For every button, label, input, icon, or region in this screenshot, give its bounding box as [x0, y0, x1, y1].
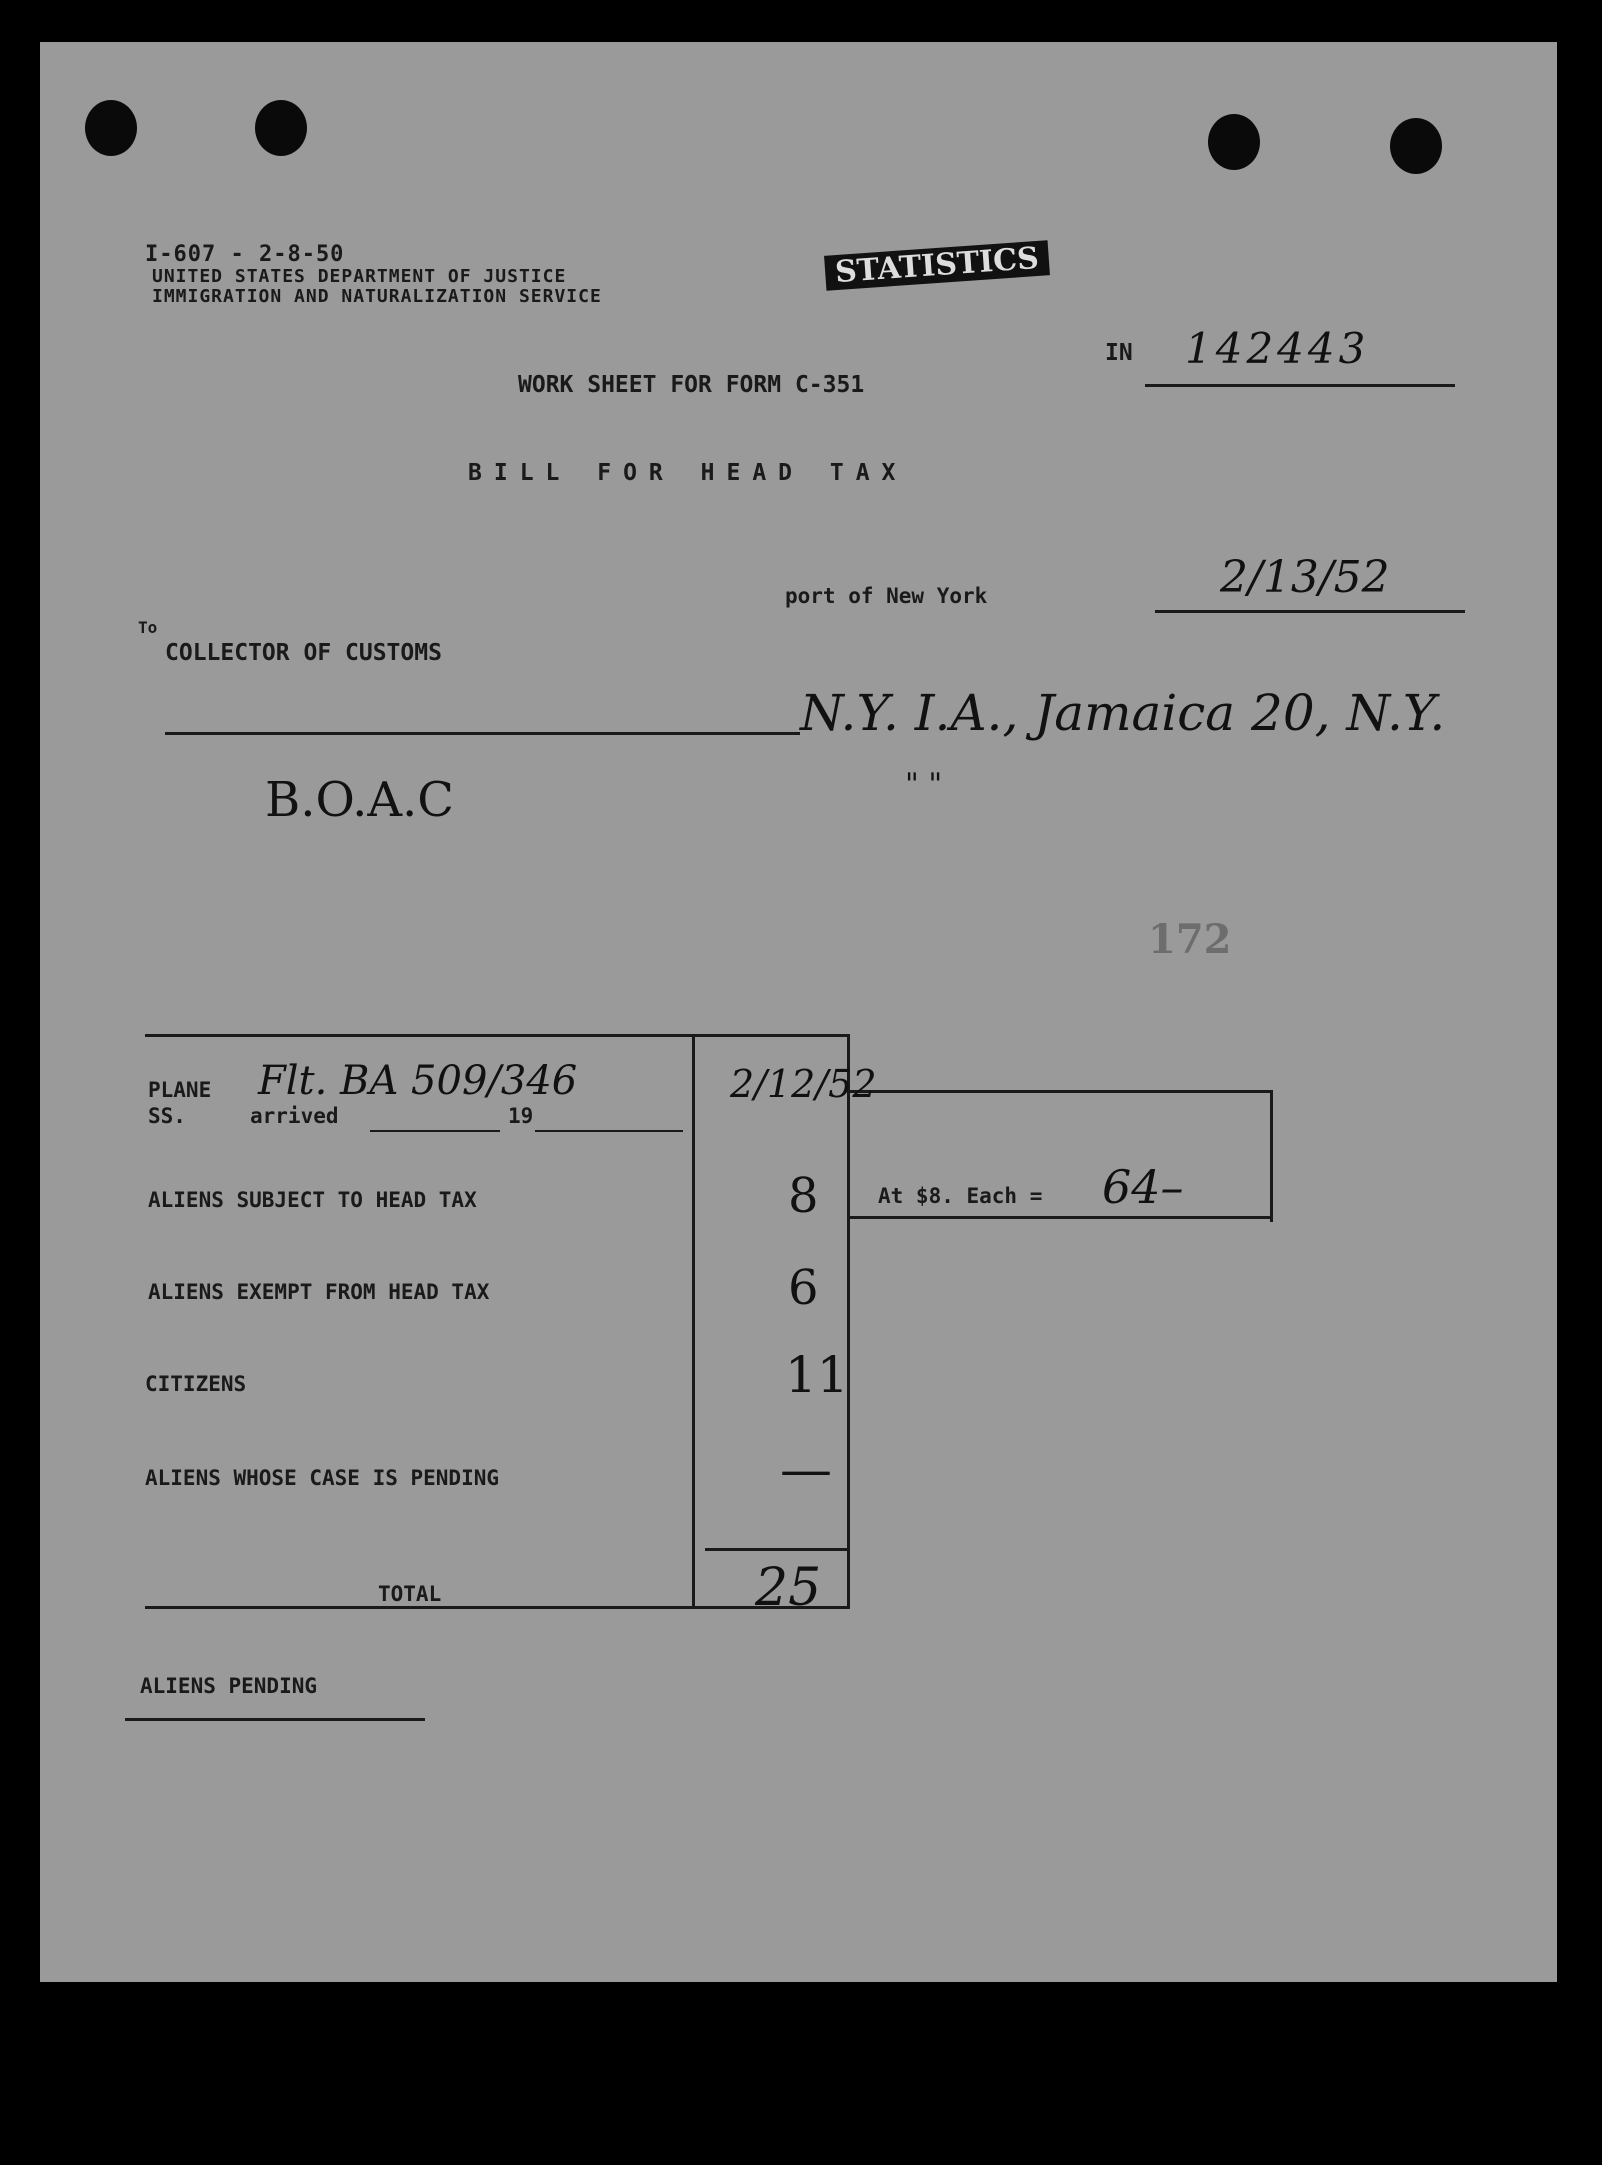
arrival-date: 2/12/52 [730, 1062, 877, 1106]
company-name: B.O.A.C [265, 772, 454, 828]
rate-amount: 64– [1102, 1160, 1184, 1214]
aliens-pending-label: ALIENS PENDING [140, 1674, 318, 1698]
ditto-marks: " " [905, 767, 943, 802]
document-page [40, 42, 1557, 1982]
row-label-pending: ALIENS WHOSE CASE IS PENDING [145, 1466, 500, 1490]
date-underline [1155, 610, 1465, 613]
rate-box-bottom [850, 1216, 1270, 1219]
ss-label: SS. [148, 1104, 186, 1128]
value-col-left-border [692, 1034, 695, 1608]
value-col-right-border [847, 1034, 850, 1608]
bill-date: 2/13/52 [1220, 552, 1390, 603]
total-label: TOTAL [378, 1582, 442, 1606]
form-code: I-607 - 2-8-50 [145, 242, 345, 267]
plane-label: PLANE [148, 1078, 212, 1102]
port-label: port of New York [785, 584, 988, 608]
agency-line-1: UNITED STATES DEPARTMENT OF JUSTICE [152, 266, 567, 287]
rate-box-right [1270, 1090, 1273, 1222]
row-value-subject: 8 [788, 1168, 819, 1224]
row-label-subject: ALIENS SUBJECT TO HEAD TAX [148, 1188, 477, 1212]
total-separator [705, 1548, 847, 1551]
arrived-date-line [370, 1130, 500, 1132]
row-label-exempt: ALIENS EXEMPT FROM HEAD TAX [148, 1280, 490, 1304]
statistics-stamp: STATISTICS [824, 240, 1050, 291]
punch-hole-right-1 [1208, 114, 1260, 170]
agency-line-2: IMMIGRATION AND NATURALIZATION SERVICE [152, 286, 602, 307]
punch-hole-right-2 [1390, 118, 1442, 174]
in-number: 142443 [1185, 324, 1370, 373]
table-top-rule [145, 1034, 850, 1037]
table-bottom-rule [145, 1606, 850, 1609]
collector-label: COLLECTOR OF CUSTOMS [165, 640, 442, 666]
year-line [535, 1130, 683, 1132]
total-value: 25 [755, 1558, 822, 1618]
collector-underline [165, 732, 800, 735]
row-value-exempt: 6 [788, 1260, 819, 1316]
in-number-underline [1145, 384, 1455, 387]
punch-hole-left-2 [255, 100, 307, 156]
row-label-citizens: CITIZENS [145, 1372, 247, 1396]
row-value-citizens: 11 [785, 1346, 849, 1404]
in-label: IN [1105, 340, 1133, 366]
bill-title: BILL FOR HEAD TAX [468, 460, 908, 486]
aliens-pending-underline [125, 1718, 425, 1721]
arrived-label: arrived [250, 1104, 339, 1128]
file-number: 172 [1148, 916, 1232, 963]
collector-location: N.Y. I.A., Jamaica 20, N.Y. [800, 684, 1446, 742]
rate-box-top [850, 1090, 1272, 1093]
row-value-pending: — [780, 1440, 832, 1500]
year-prefix: 19 [508, 1104, 534, 1128]
to-prefix: To [138, 618, 158, 637]
flight-number: Flt. BA 509/346 [258, 1058, 578, 1104]
punch-hole-left-1 [85, 100, 137, 156]
rate-label: At $8. Each = [878, 1184, 1043, 1208]
worksheet-title: WORK SHEET FOR FORM C-351 [518, 372, 865, 398]
